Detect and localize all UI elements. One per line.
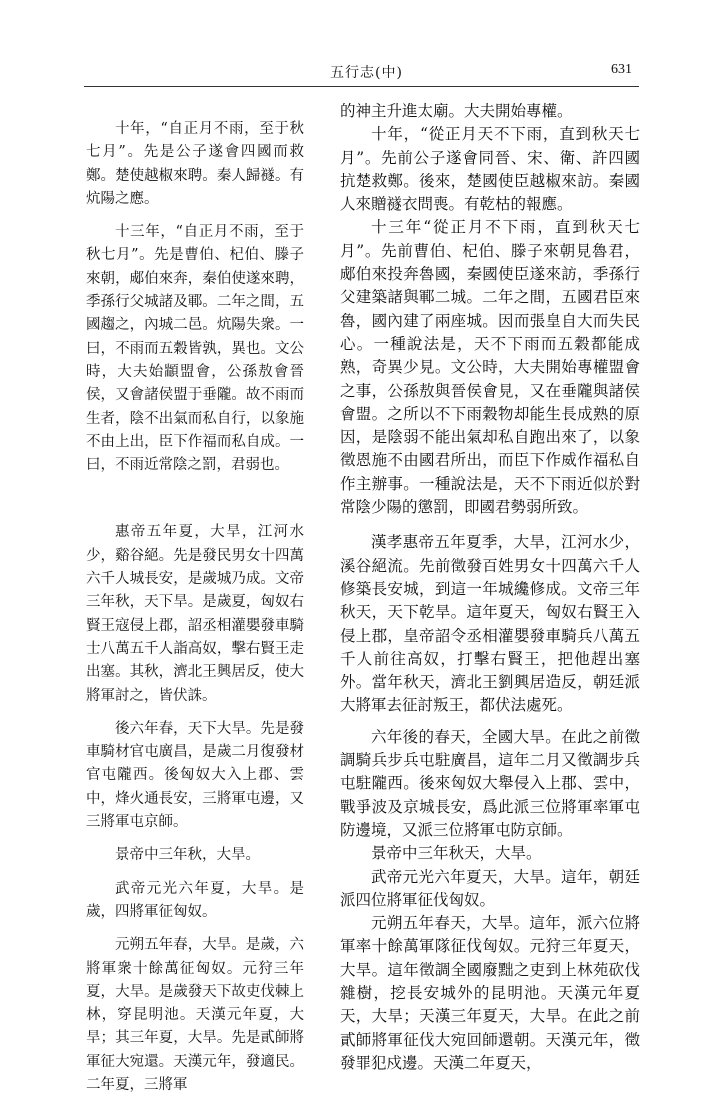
translation-column [340, 100, 640, 1075]
translation-paragraph: 的神主升進太廟。大夫開始專權。 [340, 102, 573, 120]
translation-paragraph: 六年後的春天，全國大旱。在此之前徵調騎兵步兵屯駐廣昌，這年二月又徵調步兵屯駐隴西。後來匈奴大舉侵入上郡、雲中，戰爭波及京城長安，爲此派三位將軍率軍屯防邊境，又派三位將軍屯防京師。 [340, 727, 640, 839]
classical-text-column [86, 118, 304, 1097]
classical-paragraph: 惠帝五年夏，大旱，江河水少，谿谷絕。先是發民男女十四萬六千人城長安，是歲城乃成。文帝三年秋，天下旱。是歲夏，匈奴右賢王寇侵上郡，詔丞相灌嬰發車騎士八萬五千人詣高奴，擊右賢王走出塞。其秋，濟北王興居反，使大將軍討之，皆伏誅。 [86, 524, 304, 704]
translation-paragraph: 漢孝惠帝五年夏季，大旱，江河水少，溪谷絕流。先前徵發百姓男女十四萬六千人修築長安城，到這一年城纔修成。文帝三年秋天，天下乾旱。這年夏天，匈奴右賢王入侵上郡，皇帝詔令丞相灌嬰發車騎兵八萬五千人前往高奴，打擊右賢王，把他趕出塞外。當年秋天，濟北王劉興居造反，朝廷派大將軍去征討叛王，都伏法處死。 [340, 533, 640, 715]
translation-paragraph: 武帝元光六年夏天，大旱。這年，朝廷派四位將軍征伐匈奴。 [340, 867, 640, 909]
classical-paragraph: 元朔五年春，大旱。是歲，六將軍衆十餘萬征匈奴。元狩三年夏，大旱。是歲發天下故吏伐棘上林，穿昆明池。天漢元年夏，大旱；其三年夏，大旱。先是貳師將軍征大宛還。天漢元年，發適民。二年夏，三將軍 [86, 937, 304, 1093]
translation-paragraph: 景帝中三年秋天，大旱。 [371, 844, 542, 863]
page-number: 631 [611, 62, 632, 77]
classical-paragraph: 十年，“自正月不雨，至于秋七月”。先是公子遂會四國而救鄭。楚使越椒來聘。秦人歸襚。有炕陽之應。 [86, 121, 304, 207]
chapter-title: 五行志(中) [330, 65, 403, 81]
translation-paragraph: 十年，“從正月天不下雨，直到秋天七月”。先前公子遂會同晉、宋、衛、許四國抗楚救鄭。後來，楚國使臣越椒來訪。秦國人來贈襚衣問喪。有乾枯的報應。 [340, 125, 640, 214]
translation-paragraph: 元朔五年春天，大旱。這年，派六位將軍率十餘萬軍隊征伐匈奴。元狩三年夏天，大旱。這年徵調全國廢黜之吏到上林苑砍伐雜樹，挖長安城外的昆明池。天漢元年夏天，大旱；天漢三年夏天，大旱。在此之前貳師將軍征伐大宛回師還朝。天漢元年，徵發罪犯戍邊。天漢二年夏天， [340, 914, 640, 1072]
translation-paragraph: 十三年“從正月不下雨，直到秋天七月”。先前曹伯、杞伯、滕子來朝見魯君，郕伯來投奔魯國，秦國使臣遂來訪，季孫行父建築諸與鄆二城。二年之間，五國君臣來魯，國內建了兩座城。因而張皇自大而失民心。一種說法是，天不下雨而五穀都能成熟，奇異少見。文公時，大夫開始專權盟會之事，公孫敖與晉侯會見，又在垂隴與諸侯會盟。之所以不下雨穀物却能生長成熟的原因，是陰弱不能出氣却私自跑出來了，以象徵恩施不由國君所出，而臣下作威作福私自作主辦事。一種說法是，天不下雨近似於對常陰少陽的懲罰，即國君勢弱所致。 [340, 218, 640, 517]
running-header [0, 62, 716, 84]
classical-paragraph: 後六年春，天下大旱。先是發車騎材官屯廣昌，是歲二月復發材官屯隴西。後匈奴大入上郡、雲中，烽火通長安，三將軍屯邊，又三將軍屯京師。 [86, 720, 304, 831]
classical-paragraph: 景帝中三年秋，大旱。 [115, 847, 260, 864]
classical-paragraph: 十三年，“自正月不雨，至于秋七月”。先是曹伯、杞伯、滕子來朝，郕伯來奔，秦伯使遂來聘，季孫行父城諸及鄆。二年之間，五國趨之，內城二邑。炕陽失衆。一曰，不雨而五穀皆孰，異也。文公時，大夫始顓盟會，公孫敖會晉侯，又會諸侯盟于垂隴。故不雨而生者，陰不出氣而私自行，以象施不由上出，臣下作福而私自成。一曰，不雨近常陰之罰，君弱也。 [86, 224, 304, 474]
header-rule [84, 86, 639, 87]
classical-paragraph: 武帝元光六年夏，大旱。是歲，四將軍征匈奴。 [86, 880, 304, 920]
